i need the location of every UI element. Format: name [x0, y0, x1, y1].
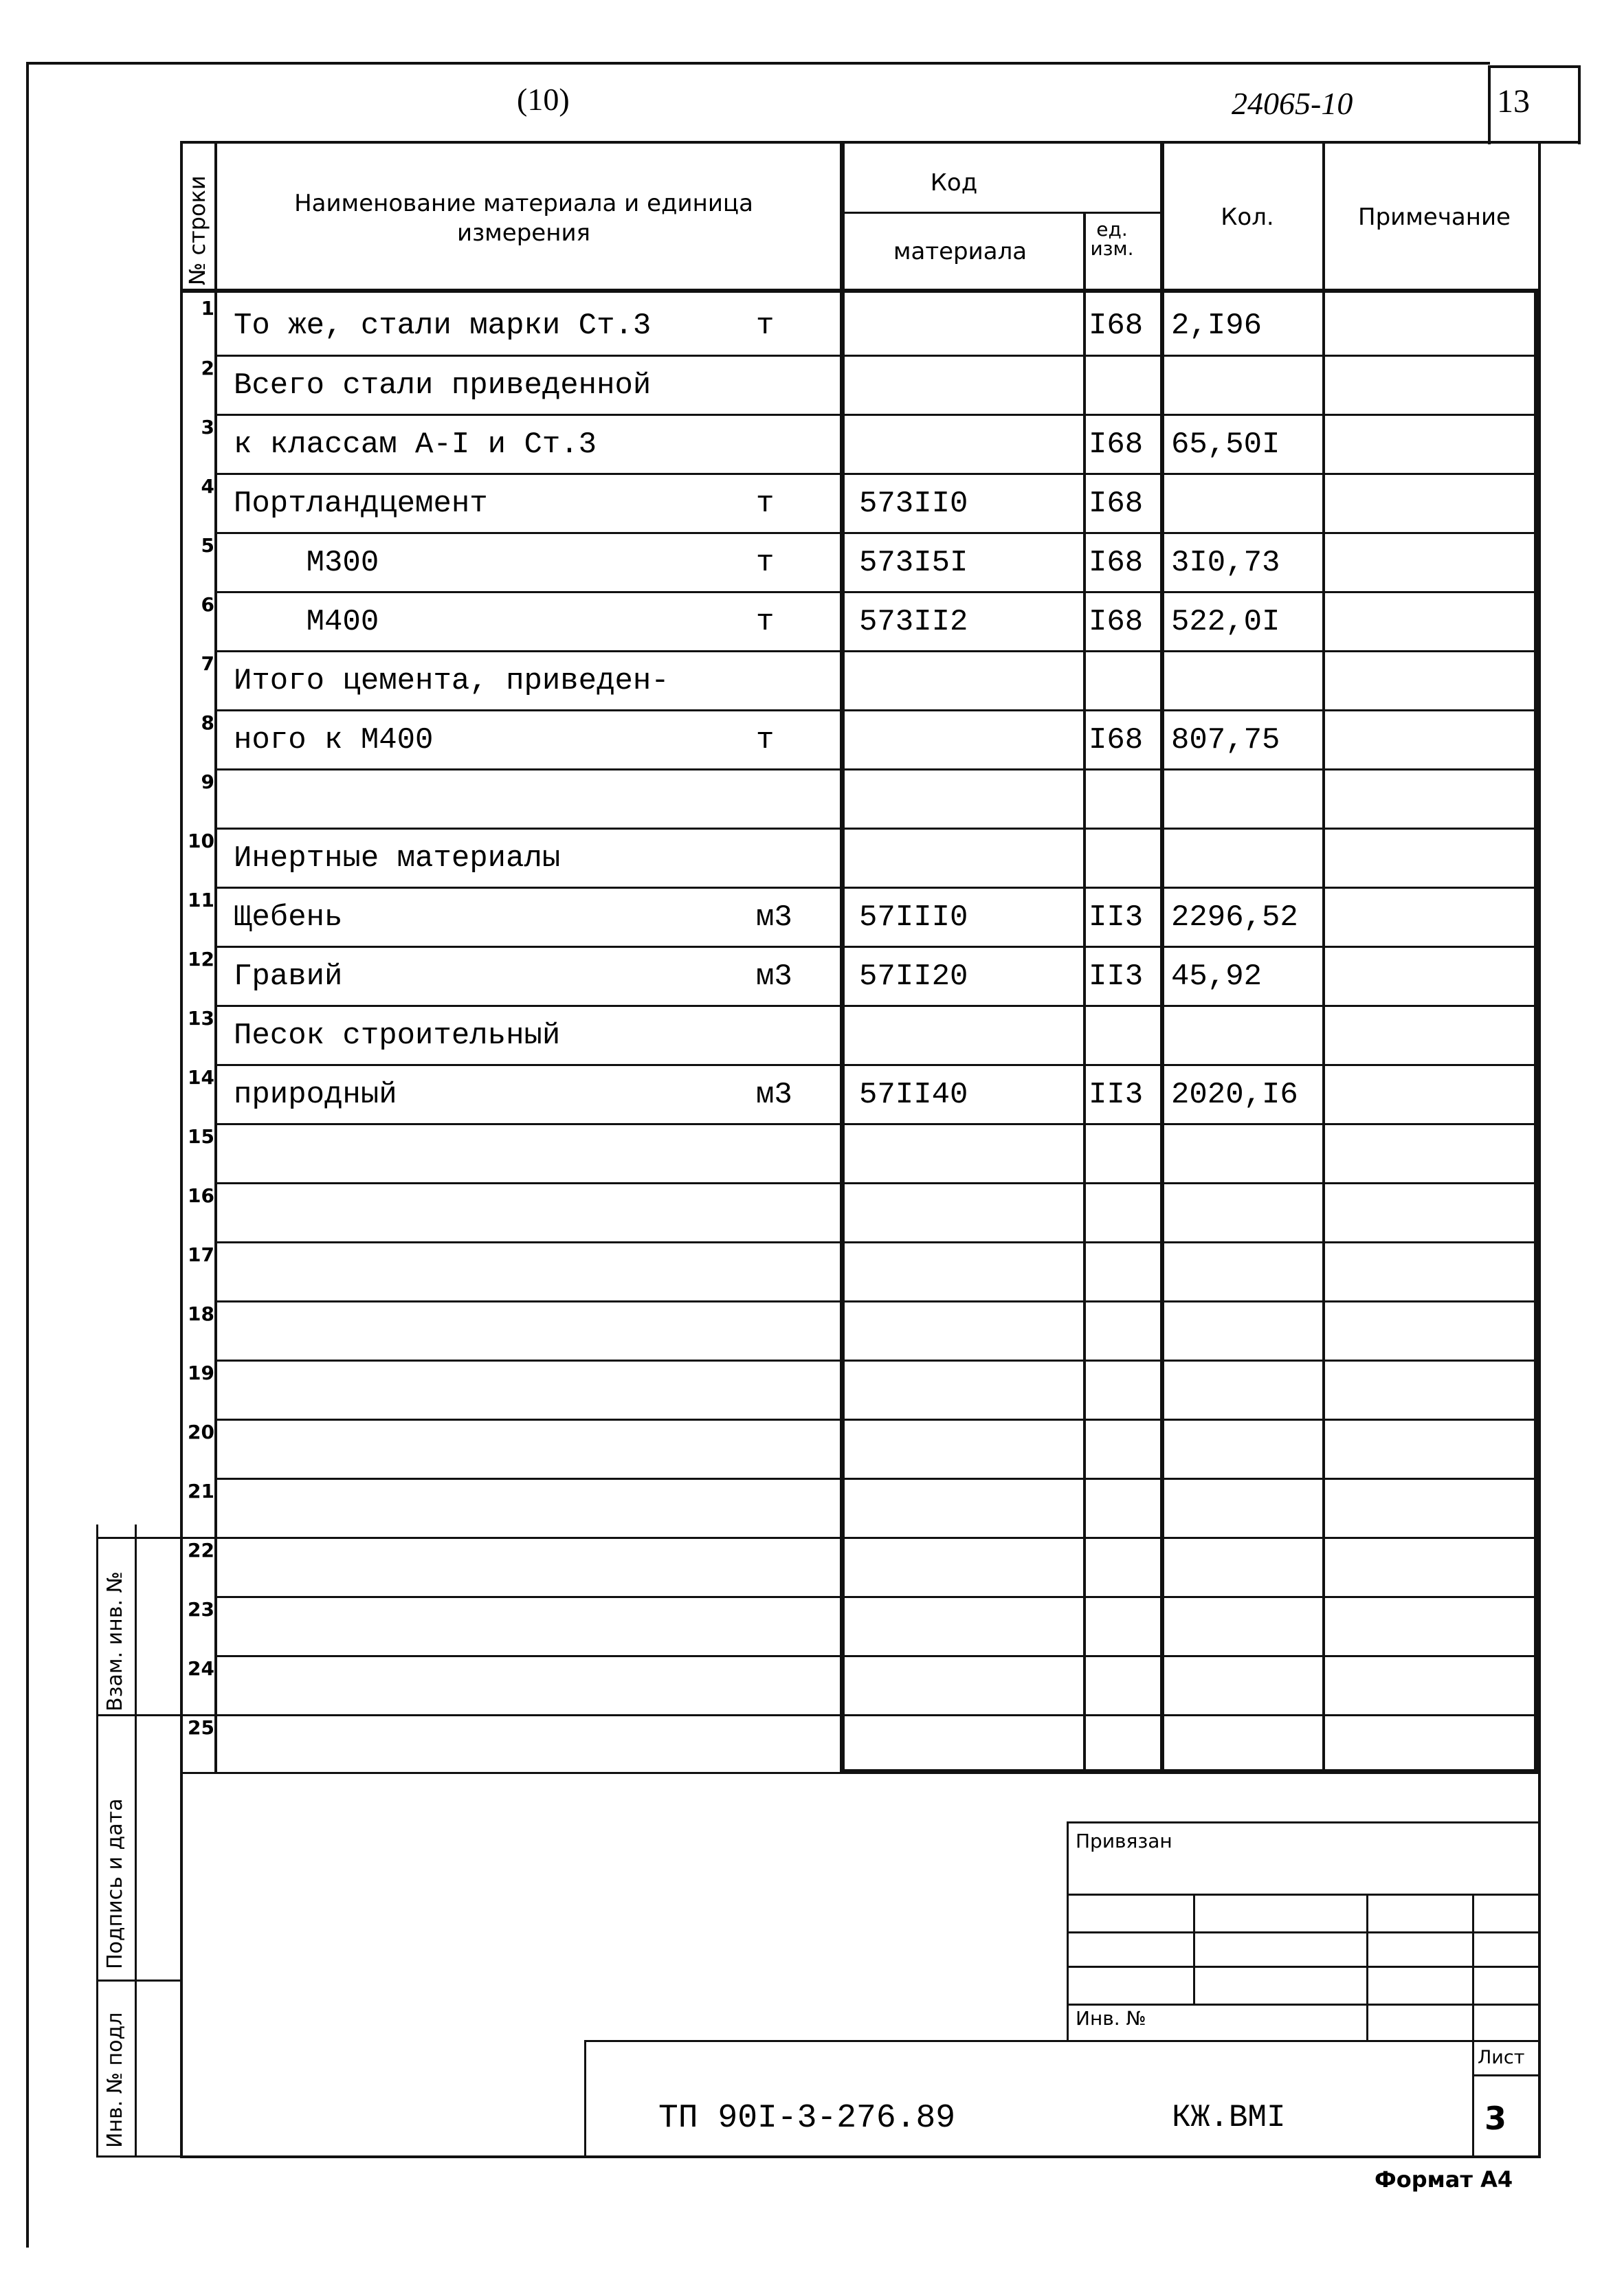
row-unit-code: [1089, 357, 1157, 414]
row-number: 20: [188, 1421, 214, 1443]
row-unit: [756, 770, 832, 828]
row-number: 2: [201, 357, 214, 379]
row-unit: [756, 1184, 832, 1242]
stamp-vzam-inv: Взам. инв. №: [103, 1571, 127, 1711]
row-unit: т: [756, 487, 775, 521]
row-note: [1331, 1302, 1530, 1360]
row-unit-code: I68: [1089, 723, 1144, 757]
row-quantity: 45,92: [1171, 960, 1263, 994]
row-unit-code: [1089, 1657, 1157, 1715]
row-number: 9: [201, 770, 214, 793]
row-unit: [756, 652, 832, 710]
row-unit: м3: [756, 960, 792, 994]
sheet-number-top: (10): [517, 82, 570, 117]
row-material-code: [859, 1362, 1079, 1419]
document-code: ТП 90I-3-276.89: [658, 2100, 956, 2137]
row-note: [1331, 1539, 1530, 1597]
row-material-code: 57II20: [859, 960, 968, 994]
row-unit-code: [1089, 1598, 1157, 1656]
row-name: [234, 1302, 715, 1360]
row-note: [1331, 1243, 1530, 1301]
row-unit: [756, 1302, 832, 1360]
row-material-code: [859, 297, 1079, 355]
frame-bottom: [180, 2155, 1541, 2158]
corner-sheet-number: 13: [1497, 83, 1530, 120]
row-note: [1331, 1066, 1530, 1124]
row-material-code: [859, 1007, 1079, 1065]
row-material-code: [859, 711, 1079, 769]
row-unit-code: [1089, 1243, 1157, 1301]
row-material-code: [859, 416, 1079, 474]
row-number: 23: [188, 1598, 214, 1621]
row-name: Итого цемента, приведен-: [234, 664, 669, 698]
row-material-code: [859, 1184, 1079, 1242]
inv-no-label: Инв. №: [1076, 2007, 1146, 2030]
col-line-qty: [1160, 141, 1164, 1773]
row-quantity: [1171, 830, 1322, 887]
row-unit-code: I68: [1089, 546, 1144, 580]
row-note: [1331, 889, 1530, 946]
row-material-code: [859, 1539, 1079, 1597]
row-quantity: 522,0I: [1171, 605, 1280, 639]
document-mark: КЖ.ВМI: [1172, 2100, 1286, 2136]
row-name: к классам А-I и Ст.3: [234, 428, 597, 462]
row-number: 11: [188, 889, 214, 911]
row-unit-code: [1089, 652, 1157, 710]
row-note: [1331, 1421, 1530, 1478]
row-number: 14: [188, 1066, 214, 1089]
col-line-unit: [1083, 212, 1086, 1773]
row-name: [234, 1125, 715, 1183]
row-material-code: [859, 1421, 1079, 1478]
row-quantity: 3I0,73: [1171, 546, 1280, 580]
row-unit: м3: [756, 1078, 792, 1112]
row-name: [234, 1539, 715, 1597]
row-unit-code: [1089, 1539, 1157, 1597]
frame-right: [1538, 141, 1541, 2158]
row-unit: т: [756, 723, 775, 757]
header-code: Код: [930, 169, 978, 197]
row-unit: т: [756, 309, 775, 343]
row-unit: [756, 1421, 832, 1478]
row-unit-code: [1089, 770, 1157, 828]
row-number: 6: [201, 593, 214, 616]
row-number: 15: [188, 1125, 214, 1148]
row-unit-code: [1089, 1716, 1157, 1774]
row-unit-code: II3: [1089, 900, 1144, 935]
row-note: [1331, 1657, 1530, 1715]
row-unit: [756, 1125, 832, 1183]
sheet-value: 3: [1484, 2100, 1507, 2137]
row-name: [234, 1421, 715, 1478]
row-quantity: [1171, 1657, 1322, 1715]
row-unit: [756, 1362, 832, 1419]
row-note: [1331, 1480, 1530, 1538]
header-name: Наименование материала и единица измерения: [294, 190, 753, 247]
row-unit-code: [1089, 1007, 1157, 1065]
row-name: [234, 1598, 715, 1656]
row-name: [234, 770, 715, 828]
row-number: 12: [188, 948, 214, 971]
row-number: 24: [188, 1657, 214, 1680]
row-unit: [756, 1480, 832, 1538]
row-unit-code: I68: [1089, 605, 1144, 639]
row-quantity: [1171, 1302, 1322, 1360]
row-note: [1331, 652, 1530, 710]
row-quantity: [1171, 1125, 1322, 1183]
frame-left: [26, 62, 29, 2248]
row-material-code: [859, 1480, 1079, 1538]
handwritten-doc-code: 24065-10: [1232, 86, 1353, 121]
row-quantity: [1171, 1598, 1322, 1656]
row-material-code: 573II2: [859, 605, 968, 639]
row-unit: [756, 1716, 832, 1774]
row-unit-code: II3: [1089, 960, 1144, 994]
row-material-code: 573I5I: [859, 546, 968, 580]
row-unit: м3: [756, 900, 792, 935]
row-quantity: [1171, 1421, 1322, 1478]
row-note: [1331, 416, 1530, 474]
row-note: [1331, 297, 1530, 355]
row-unit: [756, 830, 832, 887]
row-name: Песок строительный: [234, 1019, 561, 1053]
row-material-code: [859, 1716, 1079, 1774]
row-name: М300: [234, 546, 379, 580]
row-quantity: 65,50I: [1171, 428, 1280, 462]
row-material-code: [859, 357, 1079, 414]
row-unit: [756, 357, 832, 414]
row-quantity: [1171, 1716, 1322, 1774]
row-number: 18: [188, 1302, 214, 1325]
row-unit: [756, 1007, 832, 1065]
col-line-material: [840, 141, 845, 1773]
row-quantity: 2,I96: [1171, 309, 1263, 343]
frame-top: [26, 62, 1490, 65]
row-unit-code: II3: [1089, 1078, 1144, 1112]
row-unit-code: [1089, 1480, 1157, 1538]
row-unit: [756, 1539, 832, 1597]
header-unit-code: ед. изм.: [1090, 218, 1134, 260]
row-unit: т: [756, 605, 775, 639]
row-note: [1331, 475, 1530, 533]
row-quantity: 2296,52: [1171, 900, 1298, 935]
row-note: [1331, 1598, 1530, 1656]
row-number: 25: [188, 1716, 214, 1739]
row-note: [1331, 1362, 1530, 1419]
row-name: Всего стали приведенной: [234, 368, 652, 403]
row-name: Портландцемент: [234, 487, 488, 521]
row-number: 13: [188, 1007, 214, 1030]
row-name: М400: [234, 605, 379, 639]
row-unit-code: I68: [1089, 487, 1144, 521]
row-name: [234, 1480, 715, 1538]
row-number: 16: [188, 1184, 214, 1207]
row-name: [234, 1243, 715, 1301]
frame-inner-left: [180, 141, 183, 2158]
row-unit-code: I68: [1089, 428, 1144, 462]
row-number: 19: [188, 1362, 214, 1384]
row-unit: [756, 1243, 832, 1301]
stamp-podpis-data: Подпись и дата: [103, 1798, 127, 1969]
row-name: [234, 1657, 715, 1715]
row-unit: т: [756, 546, 775, 580]
row-material-code: 57III0: [859, 900, 968, 935]
row-material-code: 57II40: [859, 1078, 968, 1112]
row-material-code: 573II0: [859, 487, 968, 521]
row-material-code: [859, 1243, 1079, 1301]
row-note: [1331, 948, 1530, 1006]
row-unit-code: [1089, 830, 1157, 887]
row-name: ного к М400: [234, 723, 434, 757]
row-name: Инертные материалы: [234, 841, 561, 876]
row-note: [1331, 1184, 1530, 1242]
row-quantity: [1171, 1539, 1322, 1597]
row-note: [1331, 770, 1530, 828]
stamp-inv-podl: Инв. № подл: [103, 2012, 127, 2148]
row-number: 21: [188, 1480, 214, 1503]
row-name: [234, 1716, 715, 1774]
row-number: 5: [201, 534, 214, 557]
row-note: [1331, 1716, 1530, 1774]
row-quantity: [1171, 475, 1322, 533]
row-unit-code: [1089, 1362, 1157, 1419]
header-qty: Кол.: [1221, 203, 1274, 231]
row-unit-code: [1089, 1184, 1157, 1242]
row-number: 10: [188, 830, 214, 852]
row-name: природный: [234, 1078, 397, 1112]
row-name: То же, стали марки Ст.3: [234, 309, 652, 343]
sheet-label: Лист: [1478, 2047, 1525, 2068]
row-number: 3: [201, 416, 214, 439]
row-unit: [756, 416, 832, 474]
row-material-code: [859, 1657, 1079, 1715]
row-unit-code: [1089, 1125, 1157, 1183]
row-unit-code: [1089, 1302, 1157, 1360]
row-quantity: 2020,I6: [1171, 1078, 1298, 1112]
row-name: Щебень: [234, 900, 343, 935]
row-number: 1: [201, 297, 214, 320]
col-line-rownum: [214, 141, 217, 1773]
col-line-note: [1322, 141, 1325, 1773]
row-material-code: [859, 652, 1079, 710]
row-number: 8: [201, 711, 214, 734]
row-note: [1331, 534, 1530, 592]
row-quantity: [1171, 1184, 1322, 1242]
row-name: [234, 1362, 715, 1419]
row-unit: [756, 1657, 832, 1715]
row-material-code: [859, 830, 1079, 887]
privyazan-label: Привязан: [1076, 1830, 1172, 1852]
row-material-code: [859, 1125, 1079, 1183]
row-number: 22: [188, 1539, 214, 1562]
row-material-code: [859, 770, 1079, 828]
row-quantity: 807,75: [1171, 723, 1280, 757]
row-number: 7: [201, 652, 214, 675]
row-quantity: [1171, 1362, 1322, 1419]
row-unit-code: [1089, 1421, 1157, 1478]
row-note: [1331, 357, 1530, 414]
row-number: 4: [201, 475, 214, 498]
row-material-code: [859, 1302, 1079, 1360]
row-note: [1331, 830, 1530, 887]
row-quantity: [1171, 770, 1322, 828]
header-row-number: № строки: [184, 175, 210, 285]
header-note: Примечание: [1358, 203, 1511, 231]
row-unit-code: I68: [1089, 309, 1144, 343]
row-note: [1331, 711, 1530, 769]
row-name: [234, 1184, 715, 1242]
row-quantity: [1171, 1480, 1322, 1538]
stamp-left-border: [96, 1524, 98, 2157]
row-number: 17: [188, 1243, 214, 1266]
table-header: [180, 141, 1538, 292]
row-name: Гравий: [234, 960, 343, 994]
row-note: [1331, 1007, 1530, 1065]
row-unit: [756, 1598, 832, 1656]
row-quantity: [1171, 1243, 1322, 1301]
row-note: [1331, 593, 1530, 651]
row-quantity: [1171, 652, 1322, 710]
header-material-code: материала: [893, 238, 1027, 265]
row-quantity: [1171, 357, 1322, 414]
row-quantity: [1171, 1007, 1322, 1065]
format-label: Формат А4: [1375, 2166, 1513, 2193]
row-material-code: [859, 1598, 1079, 1656]
row-note: [1331, 1125, 1530, 1183]
